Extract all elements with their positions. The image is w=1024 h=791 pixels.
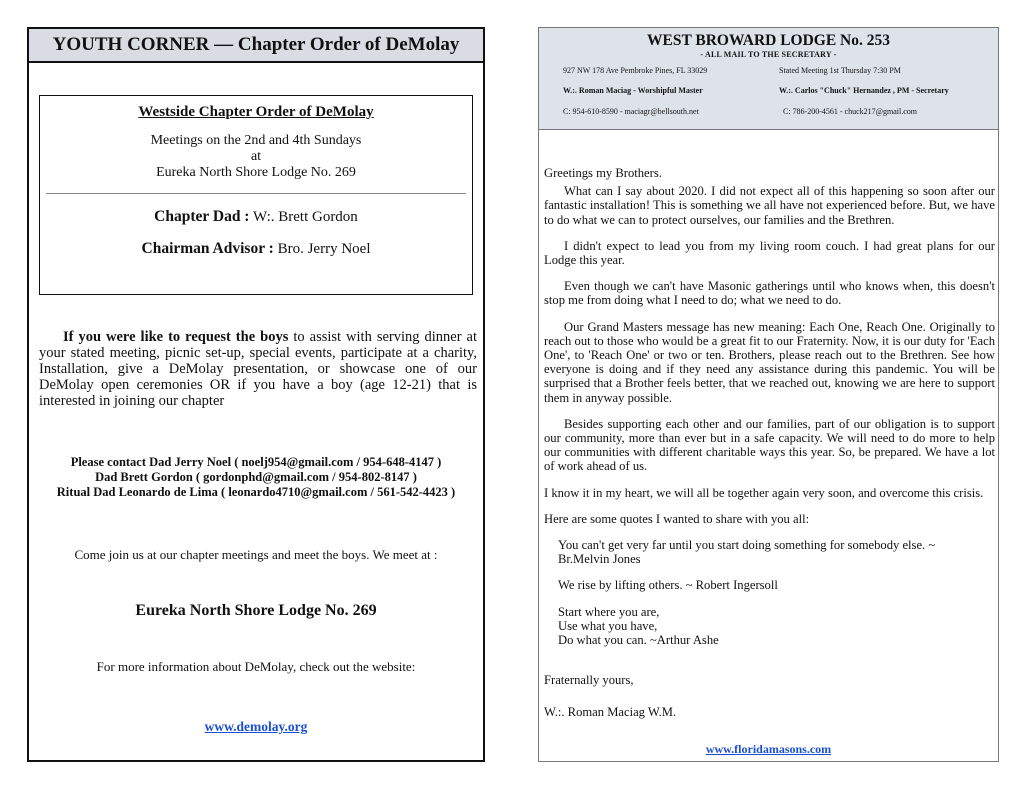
paragraph-7: Here are some quotes I wanted to share with you all: — [544, 511, 810, 526]
quote-2: We rise by lifting others. ~ Robert Ingersoll — [558, 578, 778, 593]
meetings-line-1: Meetings on the 2nd and 4th Sundays — [150, 133, 362, 148]
meetings-line-2: at — [250, 149, 262, 164]
paragraph-6: I know it in my heart, we will all be together again very soon, and overcome this crisis. — [544, 485, 984, 500]
chairman-advisor-name: Bro. Jerry Noel — [277, 241, 371, 257]
quote-3-line-1: Start where you are, — [558, 604, 660, 619]
signature: W.:. Roman Maciag W.M. — [544, 705, 677, 720]
chapter-dad — [40, 208, 472, 226]
chapter-info-box — [39, 95, 473, 295]
lodge-address: 927 NW 178 Ave Pembroke Pines, FL 33029 — [563, 66, 708, 75]
chapter-dad-label: Chapter Dad : — [154, 208, 250, 225]
contact-jerry-noel: Please contact Dad Jerry Noel ( noelj954@gmail.com / 954-648-4147 ) — [70, 455, 442, 469]
lodge-title: WEST BROWARD LODGE No. 253 — [646, 32, 891, 49]
floridamasons-website-link[interactable]: www.floridamasons.com — [705, 742, 832, 756]
letter-body — [544, 166, 995, 720]
youth-corner-header: YOUTH CORNER — Chapter Order of DeMolay — [29, 29, 483, 63]
request-text: to assist with serving dinner at your stated meeting, picnic set-up, special events, participate at a charity, Installation, give a DeMolay presentation, or showcase one of our DeMolay open ceremonies OR if you have a boy (age 12-21) that is interested in joining our chapter — [39, 329, 478, 409]
quote-3-line-2: Use what you have, — [558, 618, 658, 633]
demolay-website-link[interactable]: www.demolay.org — [204, 719, 308, 734]
meeting-lodge: Eureka North Shore Lodge No. 269 — [135, 602, 377, 619]
contact-leonardo-de-lima: Ritual Dad Leonardo de Lima ( leonardo4710@gmail.com / 561-542-4423 ) — [56, 485, 456, 499]
closing: Fraternally yours, — [544, 673, 634, 688]
secretary: W.:. Carlos "Chuck" Hernandez , PM - Secretary — [779, 86, 949, 95]
greeting: Greetings my Brothers. — [544, 166, 662, 180]
request-bold: If you were like to request the boys — [63, 329, 289, 345]
paragraph-4: Our Grand Masters message has new meaning: Each One, Reach One. Originally to reach out to those who would be a great fit to our Fraternity. Now, it is our duty for 'Each One', to 'Reach One' or two or ten. Brothers, please reach out to the Brethren. See how everyone is doing and if they need any assistance during this pandemic. You will be surprised that a Brother feels better, that we reached out, knowing we are here to support them in anyway possible. — [544, 319, 995, 405]
quote-1-line-1: You can't get very far until you start doing something for somebody else. ~ — [558, 538, 936, 553]
divider — [46, 193, 466, 194]
chairman-advisor — [40, 240, 472, 258]
meetings-info — [40, 133, 472, 181]
chapter-title: Westside Chapter Order of DeMolay — [138, 104, 374, 120]
paragraph-3: Even though we can't have Masonic gatherings until who knows when, this doesn't stop me from doing what I need to do; what we need to do. — [544, 279, 995, 308]
chapter-dad-name: W:. Brett Gordon — [252, 209, 358, 225]
paragraph-2: I didn't expect to lead you from my living room couch. I had great plans for our Lodge this year. — [544, 238, 995, 268]
lodge-subtitle: - ALL MAIL TO THE SECRETARY - — [700, 50, 837, 59]
contact-brett-gordon: Dad Brett Gordon ( gordonphd@gmail.com / 954-802-8147 ) — [95, 470, 417, 484]
quote-3-line-3: Do what you can. ~Arthur Ashe — [558, 633, 719, 648]
join-text: Come join us at our chapter meetings and meet the boys. We meet at : — [74, 547, 438, 562]
contact-list — [29, 455, 483, 500]
stated-meeting: Stated Meeting 1st Thursday 7:30 PM — [779, 66, 901, 75]
youth-corner-panel — [27, 27, 485, 762]
info-text: For more information about DeMolay, check out the website: — [96, 659, 416, 674]
quote-1-line-2: Br.Melvin Jones — [558, 552, 641, 567]
secretary-contact: C: 786-200-4561 - chuck217@gmail.com — [783, 107, 918, 116]
lodge-header — [539, 28, 998, 130]
paragraph-5: Besides supporting each other and our families, part of our obligation is to support our community, more than ever but in a safe capacity. We will need to do more to help our communities with different charitable ways this year. So, be prepared. We have a lot of work ahead of us. — [544, 416, 995, 474]
lodge-letter-panel — [538, 27, 999, 762]
request-paragraph — [39, 329, 477, 409]
master-contact: C: 954-610-8590 - maciagr@bellsouth.net — [563, 107, 699, 116]
paragraph-1: What can I say about 2020. I did not expect all of this happening so soon after our fantastic installation! This is something we all have not experienced before. But, we have to do what we can to protect ourselves, our families and the Brethren. — [544, 184, 995, 227]
meetings-line-3: Eureka North Shore Lodge No. 269 — [156, 165, 356, 180]
chairman-advisor-label: Chairman Advisor : — [141, 240, 274, 257]
worshipful-master: W.:. Roman Maciag - Worshipful Master — [563, 86, 703, 95]
